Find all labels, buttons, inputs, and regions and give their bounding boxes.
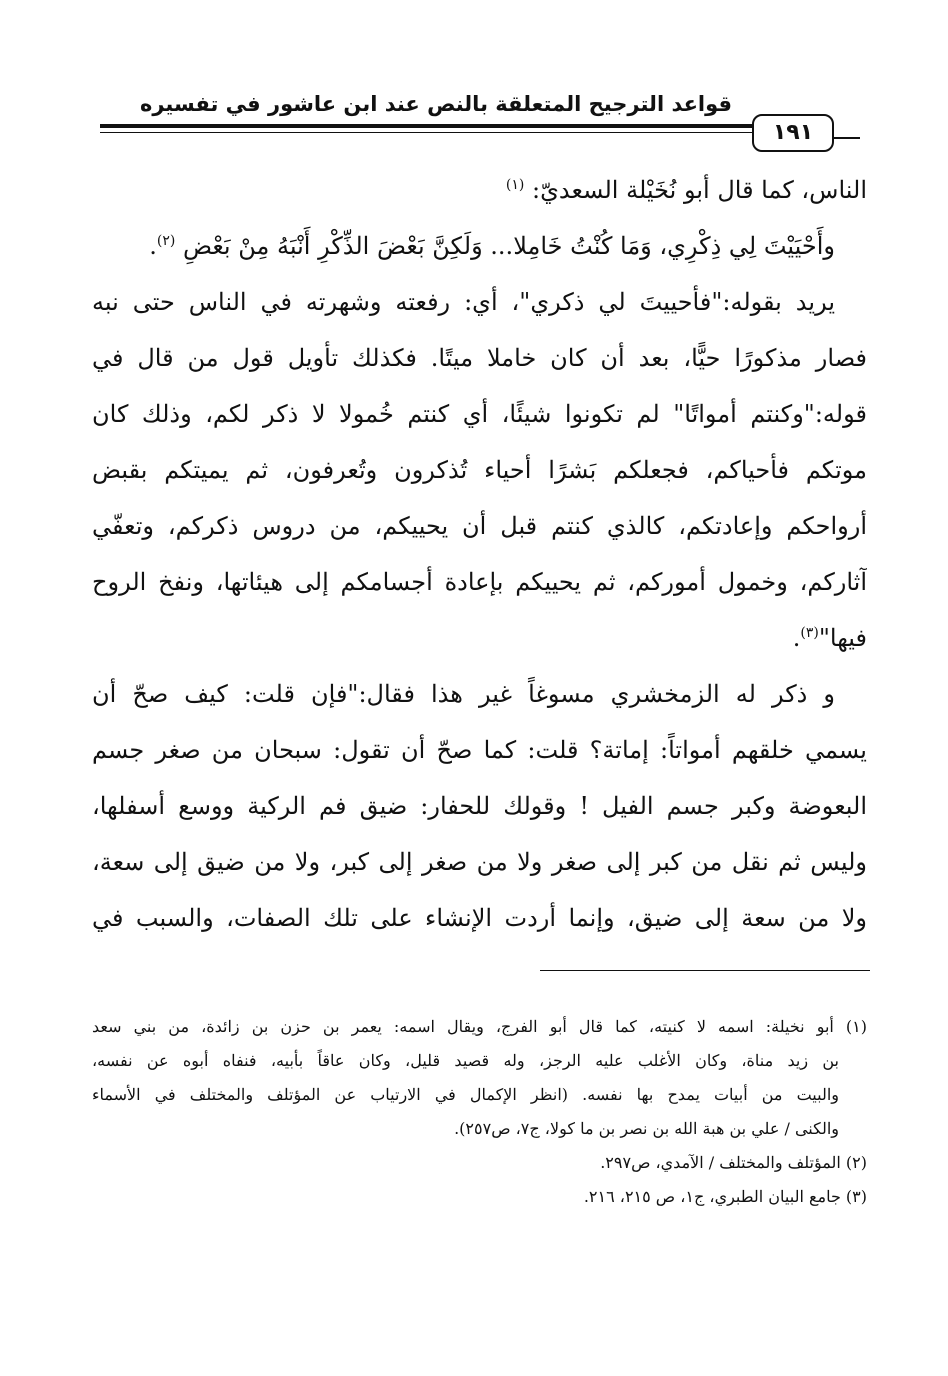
footnote-line: (١) أبو نخيلة: اسمه لا كنيته، كما قال أبو الفرج، ويقال اسمه: يعمر بن حزن بن زائدة، من بني سعد [92,1017,867,1036]
body-line: يسمي خلقهم أمواتاً: إماتة؟ قلت: كما صحّ أن تقول: سبحان من صغر جسم [92,736,867,764]
footnote-line: بن زيد مناة، وكان الأغلب عليه الرجز، وله قصيد قليل، وكان عاقاً بأبيه، فنفاه أبوه عن نفسه، [92,1051,839,1070]
header-rule-right [830,137,860,139]
footnote-line: (٢) المؤتلف والمختلف / الآمدي، ص٢٩٧. [600,1153,867,1172]
footnotes [92,1010,867,1214]
body-line: يريد بقوله:"فأحييتَ لي ذكري"، أي: رفعته وشهرته في الناس حتى نبه [92,288,835,316]
body-line: أرواحكم وإعادتكم، كالذي كنتم قبل أن يحييكم، من دروس ذكركم، وتعفّي [92,512,867,540]
footnote-line: والبيت من أبيات يمدح بها نفسه. (انظر الإكمال في الارتياب عن المؤتلف والمختلف في الأسماء [92,1085,839,1104]
header-rule-thick [100,124,753,128]
page-number: ١٩١ [752,114,834,152]
body-line: و ذكر له الزمخشري مسوغاً غير هذا فقال:"فإن قلت: كيف صحّ أن [92,680,835,708]
header-rule-thin [100,132,753,133]
body-line: فصار مذكورًا حيًّا، بعد أن كان خاملا ميتًا. فكذلك تأويل قول من قال في [92,344,867,372]
body-line: قوله:"وكنتم أمواتًا" لم تكونوا شيئًا، أي كنتم خُمولا لا ذكر لكم، وذلك كان [92,400,867,428]
body-text [92,162,867,946]
footnote-line: والكنى / علي بن هبة الله بن نصر بن ما كولا، ج٧، ص٢٥٧). [454,1119,839,1138]
body-line: الناس، كما قال أبو نُخَيْلة السعديّ: $^{(١)}$ [505,176,867,204]
poem-verse: وأَحْيَيْتَ لِي ذِكْرِي، وَمَا كُنْتُ خَامِلا... وَلَكِنَّ بَعْضَ الذِّكْرِ أَنْبَهُ مِنْ بَعْضِ $^{(٢)}$. [149,232,835,260]
body-line: موتكم فأحياكم، فجعلكم بَشرًا أحياء تُذكرون وتُعرفون، ثم يميتكم بقبض [92,456,867,484]
body-line: ولا من سعة إلى ضيق، وإنما أردت الإنشاء على تلك الصفات، والسبب في [92,904,867,932]
running-header-title: قواعد الترجيح المتعلقة بالنص عند ابن عاشور في تفسيره [139,92,733,116]
footnote-line: (٣) جامع البيان الطبري، ج١، ص ٢١٥، ٢١٦. [583,1187,867,1206]
body-line: البعوضة وكبر جسم الفيل ! وقولك للحفار: ضيق فم الركية ووسع أسفلها، [92,792,867,820]
body-line: فيها"$^{(٣)}$. [792,624,867,652]
footnote-mark: (٣) [800,625,819,641]
footnote-mark: (١) [505,177,525,193]
body-line: آثاركم، وخمول أموركم، ثم يحييكم بإعادة أجسامكم إلى هيئاتها، ونفخ الروح [92,568,867,596]
footnote-mark: (٢) [156,233,176,249]
footnote-separator [540,970,870,971]
body-line: وليس ثم نقل من كبر إلى صغر ولا من صغر إلى كبر، ولا من ضيق إلى سعة، [92,848,867,876]
